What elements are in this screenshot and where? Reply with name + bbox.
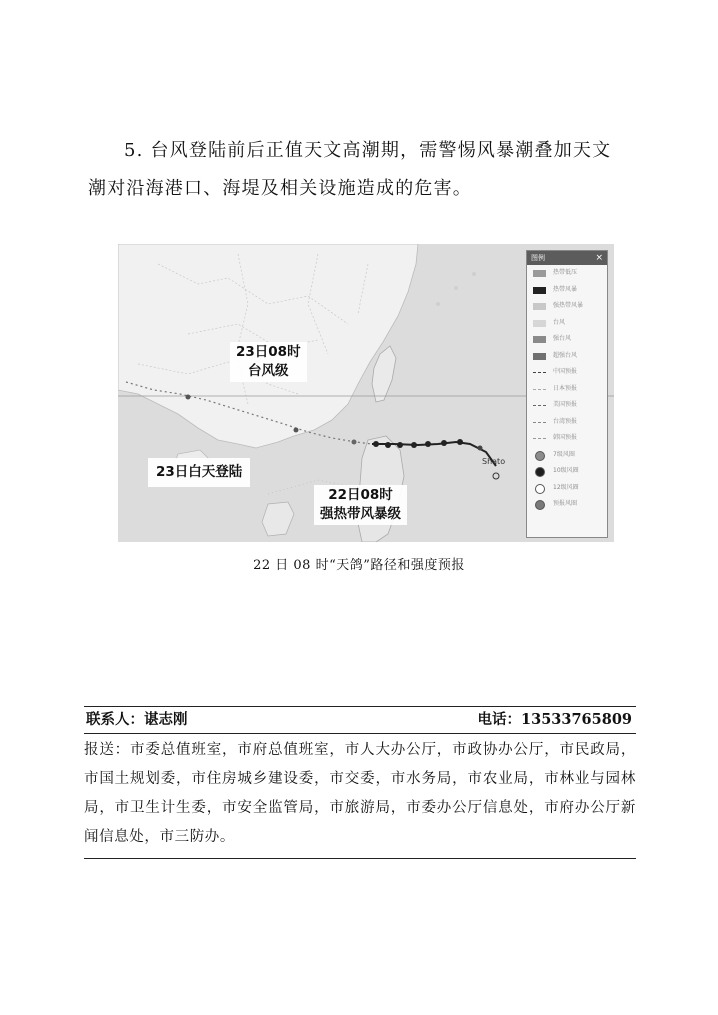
label-22-time: 22日08时 [328, 487, 393, 503]
label-23-forecast [230, 342, 307, 382]
legend-item [527, 298, 607, 315]
legend-item [527, 381, 607, 398]
paragraph-item-5 [88, 132, 628, 208]
legend-item-label: 7级风圈 [553, 450, 575, 458]
legend-swatch [533, 320, 546, 327]
legend-swatch [535, 500, 545, 510]
legend-item [527, 315, 607, 332]
legend-item [527, 348, 607, 365]
label-22-level: 强热带风暴级 [320, 506, 401, 522]
legend-swatch [533, 270, 546, 277]
label-23-level: 台风级 [248, 363, 289, 379]
legend-item-label: 预报风圈 [553, 500, 578, 507]
legend-item [527, 397, 607, 414]
label-landfall [148, 458, 250, 487]
legend-item [527, 496, 607, 513]
legend-swatch [533, 353, 546, 360]
legend-item [527, 430, 607, 447]
legend-item-label: 12级风圈 [553, 483, 579, 491]
track-point [352, 440, 357, 445]
legend-item [527, 282, 607, 299]
track-point [373, 441, 379, 447]
legend-list [527, 265, 607, 513]
legend-swatch [535, 467, 545, 477]
close-icon[interactable]: × [595, 253, 603, 263]
legend-swatch [533, 287, 546, 294]
island-dot [454, 286, 458, 290]
station-label: Shato [482, 457, 506, 466]
legend-item-label: 热带风暴 [553, 285, 578, 293]
track-point [397, 442, 403, 448]
label-22-forecast [314, 485, 407, 525]
legend-item-label: 热带低压 [553, 269, 578, 276]
paragraph-text: 5. 台风登陆前后正值天文高潮期，需警惕风暴潮叠加天文潮对沿海港口、海堤及相关设施造成的危害。 [88, 140, 612, 199]
legend-item-label: 台风 [553, 318, 566, 326]
legend-item-label: 强台风 [553, 335, 572, 342]
track-point [411, 442, 417, 448]
legend-item-label: 超强台风 [553, 351, 578, 359]
contact-person: 联系人：谌志刚 [86, 711, 188, 728]
legend-header [527, 251, 607, 265]
bottom-rule [84, 858, 636, 859]
legend-swatch [533, 303, 546, 310]
legend-item [527, 480, 607, 497]
legend-item-label: 中国预报 [553, 368, 578, 375]
legend-item-label: 韩国预报 [553, 434, 578, 441]
legend-item [527, 463, 607, 480]
label-23-time: 23日08时 [236, 344, 301, 360]
typhoon-forecast-map [118, 244, 614, 542]
legend-item [527, 265, 607, 282]
legend-item [527, 414, 607, 431]
track-point [478, 446, 483, 451]
label-landfall-text: 23日白天登陆 [156, 464, 243, 480]
legend-swatch [535, 451, 545, 461]
legend-item-label: 10级风圈 [553, 467, 579, 474]
legend-item [527, 331, 607, 348]
legend-swatch [533, 422, 546, 423]
figure-caption: 22 日 08 时“天鸽”路径和强度预报 [253, 558, 465, 573]
legend-swatch [535, 484, 545, 494]
track-point [441, 440, 447, 446]
legend-swatch [533, 405, 546, 406]
legend-swatch [533, 438, 546, 439]
legend-item-label: 美国预报 [553, 401, 578, 408]
legend-item-label: 台湾预报 [553, 417, 578, 425]
track-point [186, 395, 191, 400]
track-point [457, 439, 463, 445]
legend-title: 图例 [531, 254, 545, 262]
legend-item [527, 364, 607, 381]
track-point [425, 441, 431, 447]
legend-swatch [533, 389, 546, 390]
track-point [294, 428, 299, 433]
contact-row [84, 706, 636, 734]
map-legend [526, 250, 608, 538]
legend-item-label: 日本预报 [553, 384, 578, 392]
track-point [385, 442, 391, 448]
legend-item-label: 强热带风暴 [553, 302, 584, 309]
recipients-list: 报送：市委总值班室，市府总值班室，市人大办公厅，市政协办公厅，市民政局，市国土规划委，市住房城乡建设委，市交委，市水务局，市农业局，市林业与园林局，市卫生计生委，市安全监管局，市旅游局，市委办公厅信息处，市府办公厅新闻信息处，市三防办。 [84, 742, 636, 845]
legend-item [527, 447, 607, 464]
island-dot [436, 302, 440, 306]
legend-swatch [533, 372, 546, 373]
contact-phone: 电话：13533765809 [477, 711, 632, 728]
legend-swatch [533, 336, 546, 343]
island-dot [472, 272, 476, 276]
